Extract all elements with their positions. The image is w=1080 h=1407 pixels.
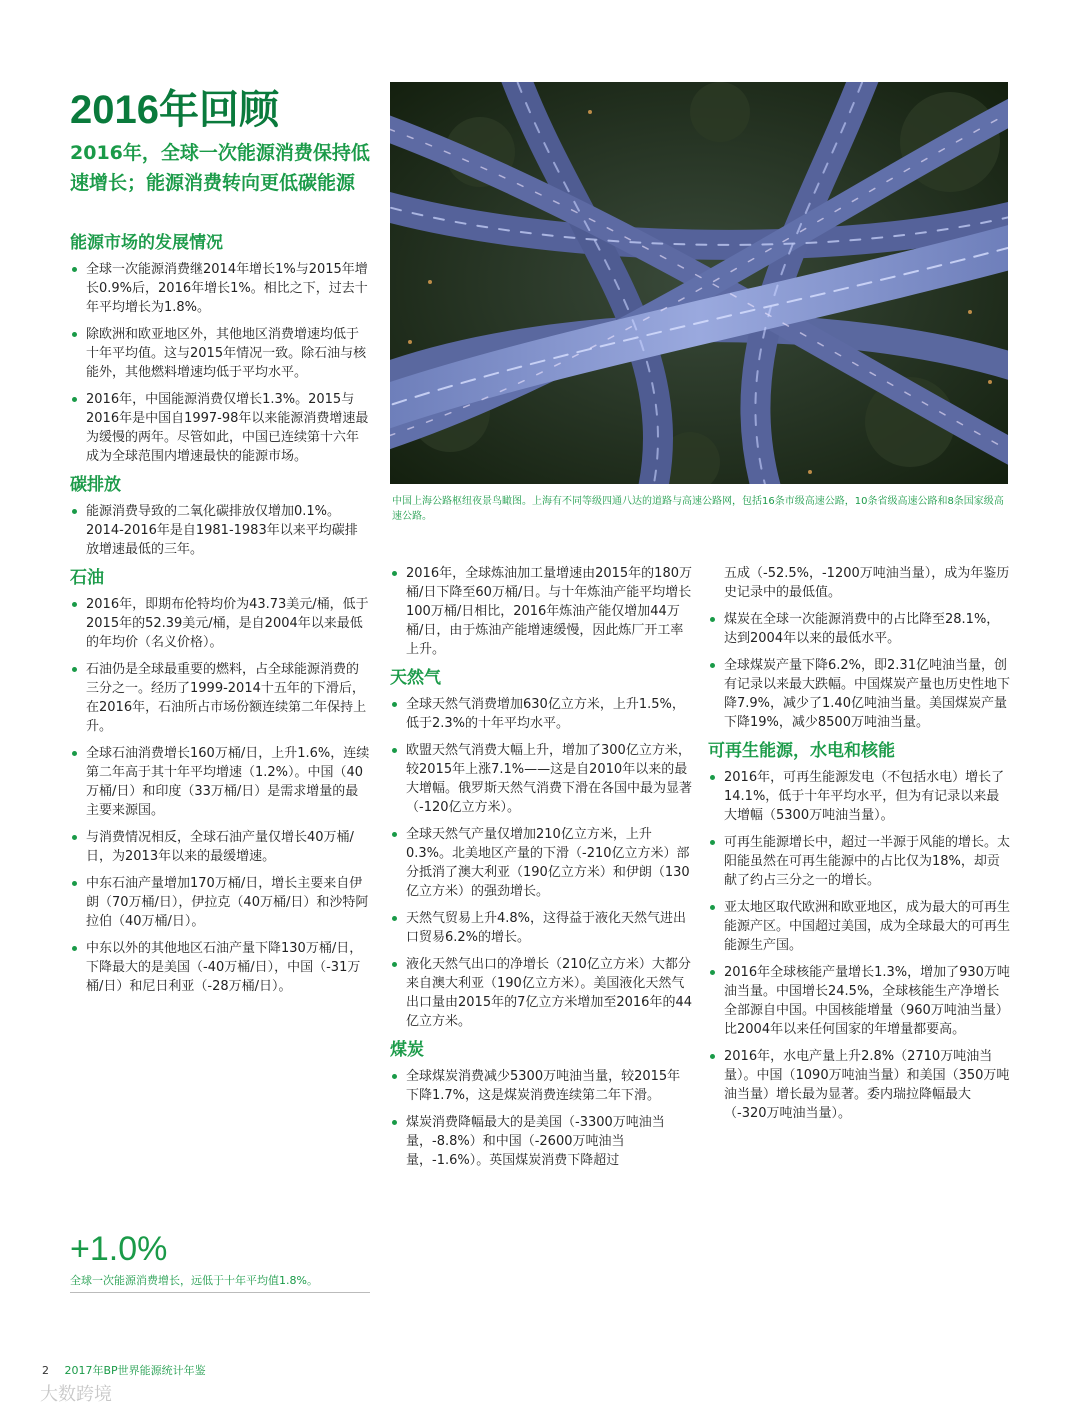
list-item: 全球煤炭产量下降6.2%，即2.31亿吨油当量，创有记录以来最大跌幅。中国煤炭产量也历史性地下降7.9%，减少了1.40亿吨油当量。美国煤炭产量下降19%，减少8500万吨油当量。 <box>708 656 1010 732</box>
list-item: 石油仍是全球最重要的燃料，占全球能源消费的三分之一。经历了1999-2014十五年的下滑后，在2016年，石油所占市场份额连续第二年保持上升。 <box>70 660 370 736</box>
section-heading-gas: 天然气 <box>390 668 441 688</box>
photo-caption: 中国上海公路枢纽夜景鸟瞰图。上海有不同等级四通八达的道路与高速公路网，包括16条市级高速公路，10条省级高速公路和8条国家级高速公路。 <box>392 496 1004 522</box>
list-item: 全球石油消费增长160万桶/日，上升1.6%，连续第二年高于其十年平均增速（1.2%）。中国（40万桶/日）和印度（33万桶/日）是需求增量的最主要来源国。 <box>70 744 370 820</box>
section-heading-carbon: 碳排放 <box>70 475 121 495</box>
list-item: 煤炭在全球一次能源消费中的占比降至28.1%，达到2004年以来的最低水平。 <box>708 610 1010 648</box>
publication-title: 2017年BP世界能源统计年鉴 <box>64 1364 206 1377</box>
gas-list <box>390 695 692 1031</box>
list-item: 2016年，可再生能源发电（不包括水电）增长了14.1%，低于十年平均水平，但为有记录以来最大增幅（5300万吨油当量）。 <box>708 768 1010 825</box>
renewables-list <box>708 768 1010 1123</box>
stat-description: 全球一次能源消费增长，远低于十年平均值1.8%。 <box>70 1272 370 1293</box>
list-item: 能源消费导致的二氧化碳排放仅增加0.1%。2014-2016年是自1981-1983年以来平均碳排放增速最低的三年。 <box>70 502 370 559</box>
market-list <box>70 260 370 466</box>
section-heading-oil: 石油 <box>70 568 104 588</box>
column-middle <box>390 564 692 1178</box>
highway-interchange-photo <box>390 82 1008 484</box>
list-item: 可再生能源增长中，超过一半源于风能的增长。太阳能虽然在可再生能源中的占比仅为18%，却贡献了约占三分之一的增长。 <box>708 833 1010 890</box>
list-item-continued: 五成（-52.5%，-1200万吨油当量），成为年鉴历史记录中的最低值。 <box>724 566 1010 600</box>
list-item: 欧盟天然气消费大幅上升，增加了300亿立方米，较2015年上涨7.1%——这是自2010年以来的最大增幅。俄罗斯天然气消费下滑在各国中最为显著（-120亿立方米）。 <box>390 741 692 817</box>
list-item: 液化天然气出口的净增长（210亿立方米）大都分来自澳大利亚（190亿立方米）。美国液化天然气出口量由2015年的7亿立方米增加至2016年的44亿立方米。 <box>390 955 692 1031</box>
list-item: 天然气贸易上升4.8%，这得益于液化天然气进出口贸易6.2%的增长。 <box>390 909 692 947</box>
list-item: 全球煤炭消费减少5300万吨油当量，较2015年下降1.7%，这是煤炭消费连续第二年下滑。 <box>390 1067 692 1105</box>
carbon-list <box>70 502 370 559</box>
page-subtitle: 2016年，全球一次能源消费保持低速增长；能源消费转向更低碳能源 <box>70 142 370 194</box>
key-stat <box>70 1228 370 1293</box>
list-item: 除欧洲和欧亚地区外，其他地区消费增速均低于十年平均值。这与2015年情况一致。除石油与核能外，其他燃料增速均低于平均水平。 <box>70 325 370 382</box>
list-item: 2016年，即期布伦特均价为43.73美元/桶，低于2015年的52.39美元/桶，是自2004年以来最低的年均价（名义价格）。 <box>70 595 370 652</box>
coal-list-continued <box>708 564 1010 732</box>
page-title: 2016年回顾 <box>70 88 279 132</box>
column-left <box>70 232 370 1004</box>
list-item: 煤炭消费降幅最大的是美国（-3300万吨油当量，-8.8%）和中国（-2600万吨油当量，-1.6%）。英国煤炭消费下降超过 <box>390 1113 692 1170</box>
list-item: 与消费情况相反，全球石油产量仅增长40万桶/日，为2013年以来的最缓增速。 <box>70 828 370 866</box>
list-item: 中东以外的其他地区石油产量下降130万桶/日，下降最大的是美国（-40万桶/日），中国（-31万桶/日）和尼日利亚（-28万桶/日）。 <box>70 939 370 996</box>
stat-value: +1.0% <box>70 1230 168 1268</box>
list-item: 全球天然气消费增加630亿立方米，上升1.5%，低于2.3%的十年平均水平。 <box>390 695 692 733</box>
page-footer <box>42 1362 206 1378</box>
column-right <box>708 564 1010 1131</box>
page-number: 2 <box>42 1364 49 1377</box>
highway-photo-graphic <box>390 82 1008 484</box>
list-item: 中东石油产量增加170万桶/日，增长主要来自伊朗（70万桶/日），伊拉克（40万桶/日）和沙特阿拉伯（40万桶/日）。 <box>70 874 370 931</box>
list-item: 2016年，中国能源消费仅增长1.3%。2015与2016年是中国自1997-98年以来能源消费增速最为缓慢的两年。尽管如此，中国已连续第十六年成为全球范围内增速最快的能源市场。 <box>70 390 370 466</box>
list-item: 亚太地区取代欧洲和欧亚地区，成为最大的可再生能源产区。中国超过美国，成为全球最大的可再生能源生产国。 <box>708 898 1010 955</box>
oil-list-continued <box>390 564 692 659</box>
section-heading-market: 能源市场的发展情况 <box>70 233 223 253</box>
oil-list <box>70 595 370 996</box>
list-item: 2016年全球核能产量增长1.3%，增加了930万吨油当量。中国增长24.5%，全球核能生产净增长全部源自中国。中国核能增量（960万吨油当量）比2004年以来任何国家的年增量都要高。 <box>708 963 1010 1039</box>
section-heading-coal: 煤炭 <box>390 1040 424 1060</box>
coal-list <box>390 1067 692 1170</box>
watermark-logo: 大数跨境 <box>40 1384 112 1405</box>
list-item: 全球天然气产量仅增加210亿立方米，上升0.3%。北美地区产量的下滑（-210亿立方米）部分抵消了澳大利亚（190亿立方米）和伊朗（130亿立方米）的强劲增长。 <box>390 825 692 901</box>
section-heading-renewables: 可再生能源，水电和核能 <box>708 741 895 761</box>
list-item: 全球一次能源消费继2014年增长1%与2015年增长0.9%后，2016年增长1%。相比之下，过去十年平均增长为1.8%。 <box>70 260 370 317</box>
list-item: 2016年，水电产量上升2.8%（2710万吨油当量）。中国（1090万吨油当量）和美国（350万吨油当量）增长最为显著。委内瑞拉降幅最大（-320万吨油当量）。 <box>708 1047 1010 1123</box>
list-item: 2016年，全球炼油加工量增速由2015年的180万桶/日下降至60万桶/日。与十年炼油产能平均增长100万桶/日相比，2016年炼油产能仅增加44万桶/日，由于炼油产能增速缓慢，因此炼厂开工率上升。 <box>390 564 692 659</box>
